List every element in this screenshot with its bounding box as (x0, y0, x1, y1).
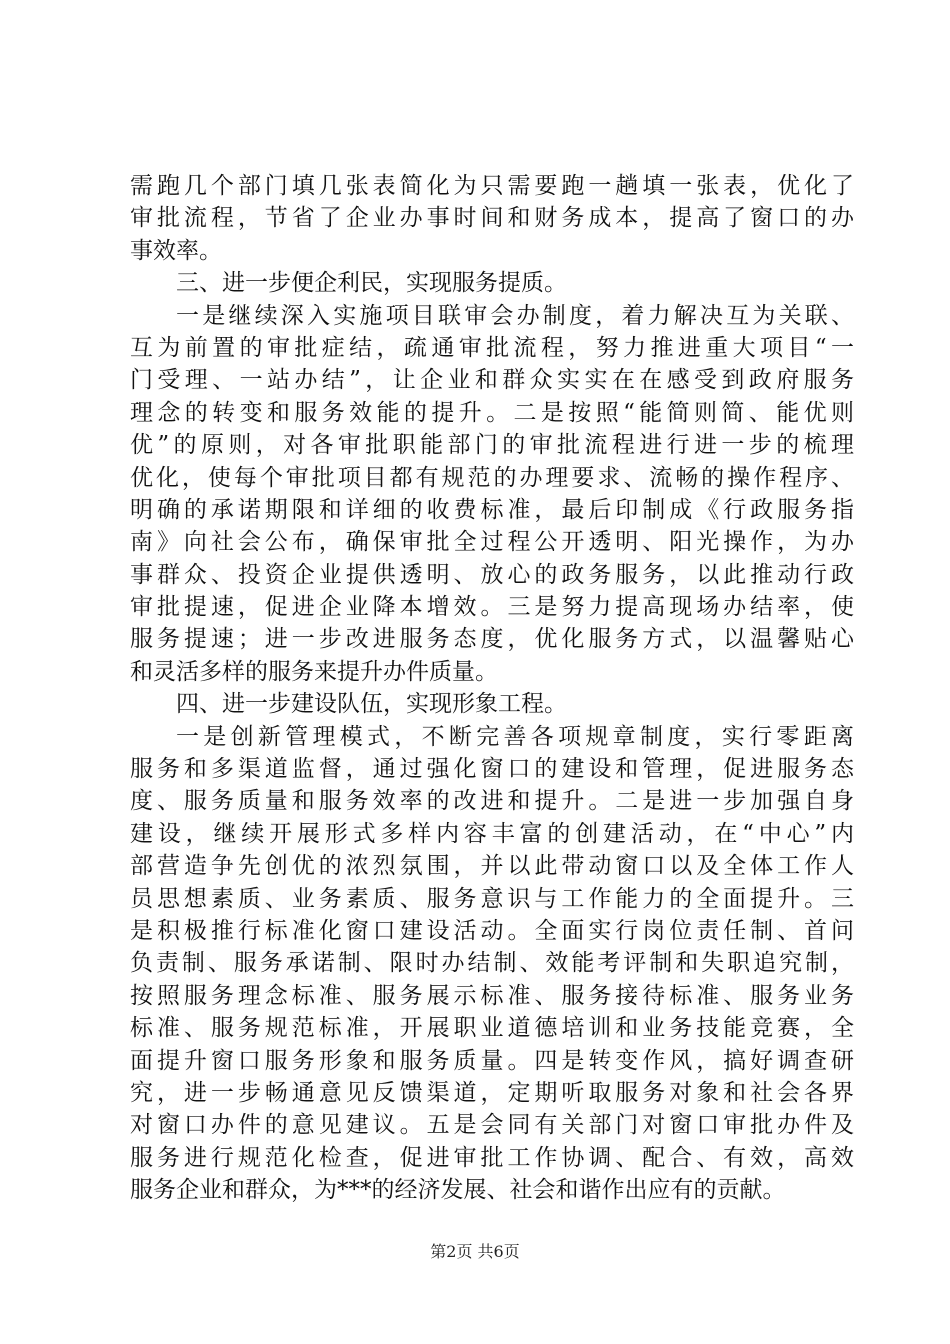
text-line: 对窗口办件的意见建议。五是会同有关部门对窗口审批办件及 (130, 1112, 854, 1139)
text-line: 南》向社会公布，确保审批全过程公开透明、阳光操作，为办 (130, 529, 854, 556)
text-line: 度、服务质量和服务效率的改进和提升。二是进一步加强自身 (130, 788, 854, 815)
text-line: 服务进行规范化检查，促进审批工作协调、配合、有效，高效 (130, 1144, 854, 1171)
paragraph (130, 170, 854, 267)
text-line: 负责制、服务承诺制、限时办结制、效能考评制和失职追究制， (130, 950, 854, 977)
text-line: 事效率。 (130, 237, 222, 264)
text-line: 需跑几个部门填几张表简化为只需要跑一趟填一张表，优化了 (130, 173, 854, 199)
text-line: 优化，使每个审批项目都有规范的办理要求、流畅的操作程序、 (130, 464, 854, 491)
text-line: 建设，继续开展形式多样内容丰富的创建活动，在“中心”内 (130, 820, 854, 847)
text-line: 一是继续深入实施项目联审会办制度，着力解决互为关联、 (176, 302, 854, 329)
text-line: 标准、服务规范标准，开展职业道德培训和业务技能竞赛，全 (130, 1015, 854, 1042)
paragraph (130, 721, 854, 1207)
text-line: 和灵活多样的服务来提升办件质量。 (130, 658, 498, 685)
text-line: 四、进一步建设队伍，实现形象工程。 (176, 691, 567, 718)
text-line: 服务企业和群众，为***的经济发展、社会和谐作出应有的贡献。 (130, 1177, 786, 1204)
paragraph (130, 300, 854, 689)
text-line: 审批流程，节省了企业办事时间和财务成本，提高了窗口的办 (130, 205, 854, 232)
text-line: 互为前置的审批症结，疏通审批流程，努力推进重大项目“一 (130, 334, 854, 361)
text-line: 审批提速，促进企业降本增效。三是努力提高现场办结率，使 (130, 594, 854, 621)
text-line: 门受理、一站办结”，让企业和群众实实在在感受到政府服务 (130, 367, 854, 394)
text-line: 按照服务理念标准、服务展示标准、服务接待标准、服务业务 (130, 982, 854, 1009)
document-body (130, 170, 854, 1207)
text-line: 事群众、投资企业提供透明、放心的政务服务，以此推动行政 (130, 561, 854, 588)
text-line: 是积极推行标准化窗口建设活动。全面实行岗位责任制、首问 (130, 917, 854, 944)
text-line: 面提升窗口服务形象和服务质量。四是转变作风，搞好调查研 (130, 1047, 854, 1074)
text-line: 理念的转变和服务效能的提升。二是按照“能简则简、能优则 (130, 399, 854, 426)
text-line: 员思想素质、业务素质、服务意识与工作能力的全面提升。三 (130, 885, 854, 912)
text-line: 优”的原则，对各审批职能部门的审批流程进行进一步的梳理 (130, 432, 854, 459)
page-number-footer: 第2页 共6页 (430, 1242, 520, 1261)
text-line: 究，进一步畅通意见反馈渠道，定期听取服务对象和社会各界 (130, 1079, 854, 1106)
text-line: 服务提速；进一步改进服务态度，优化服务方式，以温馨贴心 (130, 626, 854, 653)
paragraph (130, 688, 854, 720)
text-line: 服务和多渠道监督，通过强化窗口的建设和管理，促进服务态 (130, 756, 854, 783)
text-line: 三、进一步便企利民，实现服务提质。 (176, 270, 567, 297)
text-line: 一是创新管理模式，不断完善各项规章制度，实行零距离 (176, 723, 854, 750)
paragraph (130, 267, 854, 299)
text-line: 部营造争先创优的浓烈氛围，并以此带动窗口以及全体工作人 (130, 853, 854, 880)
text-line: 明确的承诺期限和详细的收费标准，最后印制成《行政服务指 (130, 496, 854, 523)
